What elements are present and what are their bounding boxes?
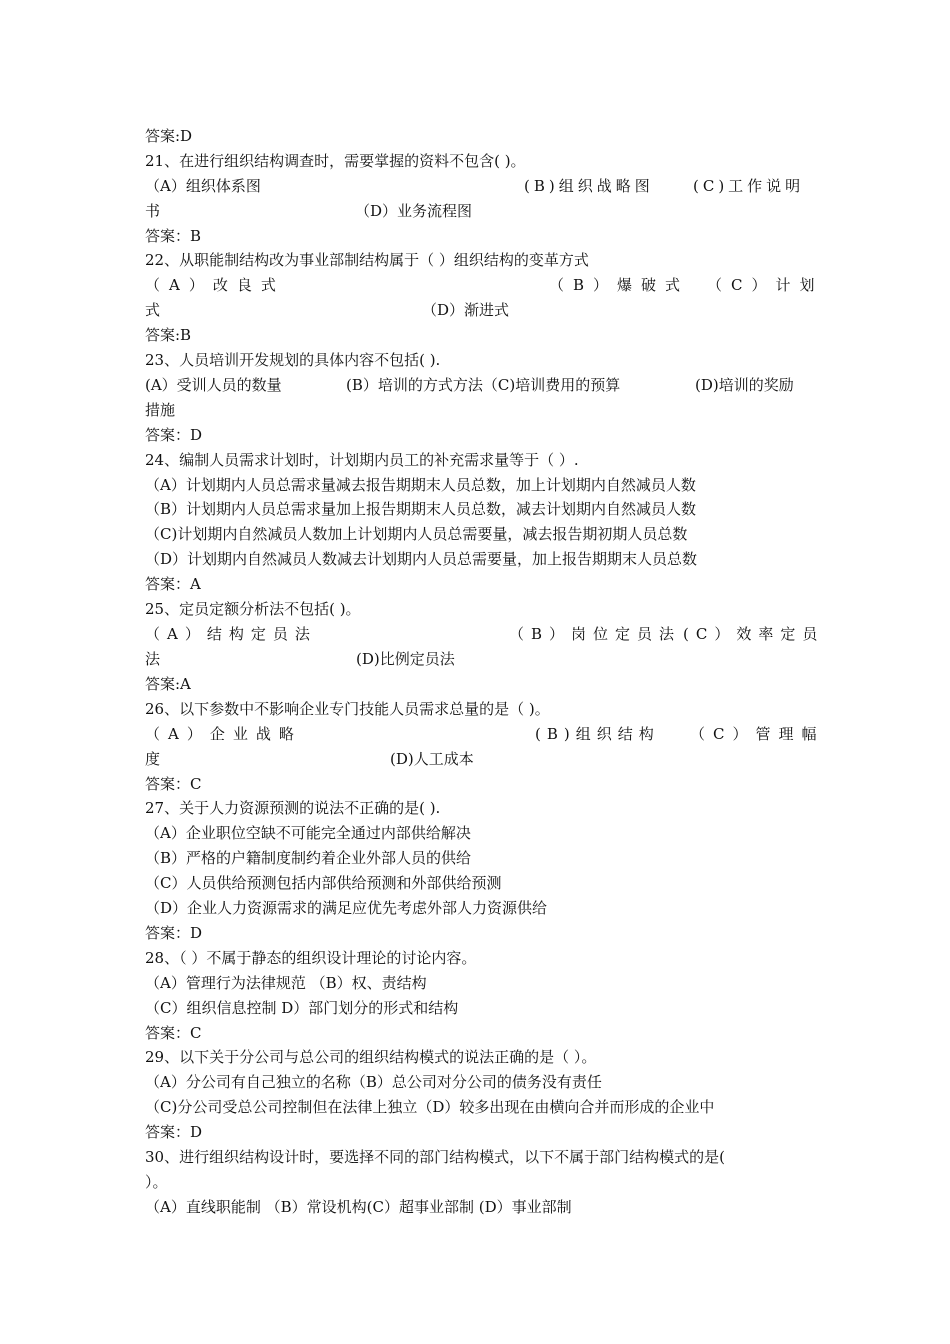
q24-option-b: （B）计划期内人员总需求量加上报告期期末人员总数，减去计划期内自然减员人数 bbox=[145, 500, 697, 518]
q26-options-line1 bbox=[145, 722, 825, 746]
q25-stem: 25、定员定额分析法不包括( )。 bbox=[145, 600, 361, 618]
q29-options-cd: （C)分公司受总公司控制但在法律上独立（D）较多出现在由横向合并而形成的企业中 bbox=[145, 1098, 715, 1116]
q24-option-c: （C)计划期内自然减员人数加上计划期内人员总需要量，减去报告期初期人员总数 bbox=[145, 525, 688, 543]
q26-option-b: (B)组织结构 bbox=[535, 725, 660, 743]
q29-answer: 答案：D bbox=[145, 1123, 203, 1141]
q26-option-c: （C）管理幅 bbox=[690, 725, 825, 743]
q22-option-c: （C）计划 bbox=[707, 276, 824, 294]
q21-option-a: （A）组织体系图 bbox=[145, 177, 261, 195]
q27-stem: 27、关于人力资源预测的说法不正确的是( ). bbox=[145, 799, 441, 817]
q24-answer: 答案：A bbox=[145, 575, 201, 593]
q28-options-ab: （A）管理行为法律规范 （B）权、责结构 bbox=[145, 974, 427, 992]
q22-option-c-cont: 式 bbox=[145, 301, 161, 319]
q26-answer: 答案：C bbox=[145, 775, 202, 793]
q23-option-bc: (B）培训的方式方法（C)培训费用的预算 bbox=[346, 376, 621, 394]
q21-option-b: (B)组织战略图 bbox=[524, 177, 654, 195]
q27-option-c: （C）人员供给预测包括内部供给预测和外部供给预测 bbox=[145, 874, 502, 892]
q28-stem: 28、（ ）不属于静态的组织设计理论的讨论内容。 bbox=[145, 949, 477, 967]
q28-options-cd: （C）组织信息控制 D）部门划分的形式和结构 bbox=[145, 999, 459, 1017]
q22-stem: 22、从职能制结构改为事业部制结构属于（ ）组织结构的变革方式 bbox=[145, 251, 589, 269]
q21-option-c: (C)工作说明 bbox=[693, 177, 805, 195]
q25-option-b: （B）岗位定员法 bbox=[509, 625, 682, 643]
q25-option-a: （A）结构定员法 bbox=[145, 625, 317, 643]
q30-stem: 30、进行组织结构设计时，要选择不同的部门结构模式，以下不属于部门结构模式的是( bbox=[145, 1148, 725, 1166]
q21-options-line1 bbox=[145, 174, 807, 198]
q24-option-a: （A）计划期内人员总需求量减去报告期期末人员总数，加上计划期内自然减员人数 bbox=[145, 476, 696, 494]
q23-option-a: (A）受训人员的数量 bbox=[145, 376, 282, 394]
q22-options-line2 bbox=[145, 298, 807, 322]
q28-answer: 答案：C bbox=[145, 1024, 202, 1042]
q21-option-d: （D）业务流程图 bbox=[355, 202, 473, 220]
q29-stem: 29、以下关于分公司与总公司的组织结构模式的说法正确的是（ ）。 bbox=[145, 1048, 597, 1066]
q30-options: （A）直线职能制 （B）常设机构(C）超事业部制 (D）事业部制 bbox=[145, 1198, 572, 1216]
q23-answer: 答案：D bbox=[145, 426, 203, 444]
q25-options-line1 bbox=[145, 622, 825, 646]
q23-option-d: (D)培训的奖励 bbox=[695, 376, 794, 394]
q20-answer: 答案:D bbox=[145, 127, 193, 145]
q25-option-d: (D)比例定员法 bbox=[356, 650, 455, 668]
q22-option-b: （B）爆破式 bbox=[549, 276, 690, 294]
q24-stem: 24、编制人员需求计划时，计划期内员工的补充需求量等于（ ）. bbox=[145, 451, 579, 469]
q30-stem-cont: ）。 bbox=[145, 1173, 168, 1191]
q22-options-line1 bbox=[145, 273, 824, 297]
q27-option-a: （A）企业职位空缺不可能完全通过内部供给解决 bbox=[145, 824, 471, 842]
q22-answer: 答案:B bbox=[145, 326, 192, 344]
q27-option-b: （B）严格的户籍制度制约着企业外部人员的供给 bbox=[145, 849, 472, 867]
q23-option-d-cont: 措施 bbox=[145, 401, 176, 419]
q22-option-d: （D）渐进式 bbox=[422, 301, 510, 319]
q27-answer: 答案：D bbox=[145, 924, 203, 942]
q21-stem: 21、在进行组织结构调查时，需要掌握的资料不包含( )。 bbox=[145, 152, 526, 170]
q26-option-d: (D)人工成本 bbox=[390, 750, 474, 768]
q27-option-d: （D）企业人力资源需求的满足应优先考虑外部人力资源供给 bbox=[145, 899, 548, 917]
q23-options-line1 bbox=[145, 373, 807, 397]
q25-option-c: (C）效率定员 bbox=[683, 625, 825, 643]
q21-options-line2 bbox=[145, 199, 807, 223]
q23-stem: 23、人员培训开发规划的具体内容不包括( ). bbox=[145, 351, 441, 369]
q26-option-c-cont: 度 bbox=[145, 750, 161, 768]
q21-answer: 答案：B bbox=[145, 227, 202, 245]
q25-answer: 答案:A bbox=[145, 675, 191, 693]
q26-option-a: （A）企业战略 bbox=[145, 725, 302, 743]
q29-options-ab: （A）分公司有自己独立的名称（B）总公司对分公司的债务没有责任 bbox=[145, 1073, 602, 1091]
q26-options-line2 bbox=[145, 747, 807, 771]
q25-option-c-cont: 法 bbox=[145, 650, 161, 668]
q24-option-d: （D）计划期内自然减员人数减去计划期内人员总需要量，加上报告期期末人员总数 bbox=[145, 550, 698, 568]
q26-stem: 26、以下参数中不影响企业专门技能人员需求总量的是（ )。 bbox=[145, 700, 550, 718]
q25-options-line2 bbox=[145, 647, 807, 671]
q22-option-a: （A）改良式 bbox=[145, 276, 285, 294]
q21-option-c-cont: 书 bbox=[145, 202, 161, 220]
